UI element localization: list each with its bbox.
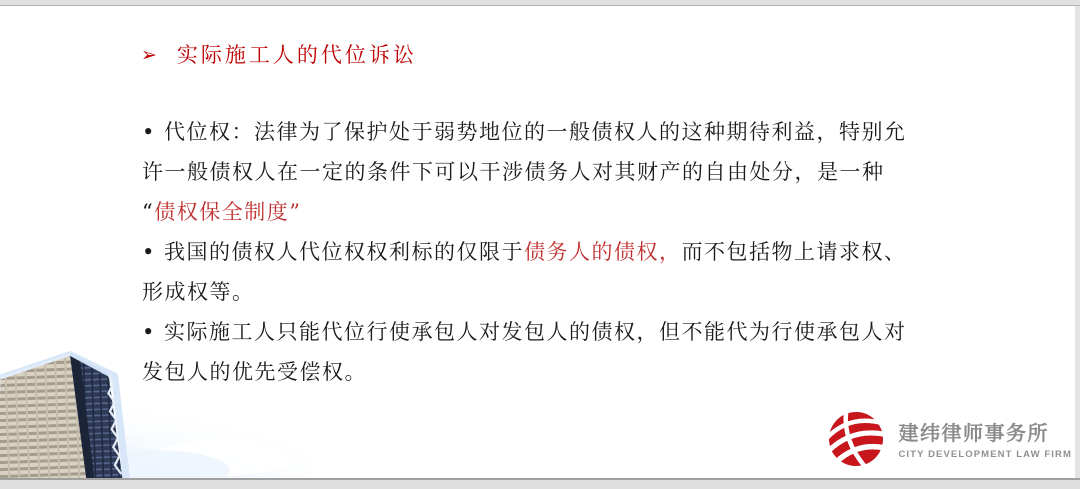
body-text [142,112,962,392]
firm-logo [824,407,1072,473]
body-line: • 代位权：法律为了保护处于弱势地位的一般债权人的这种期待利益，特别允 [142,120,907,144]
globe-ribbon-icon [824,407,888,473]
body-line: • 实际施工人只能代位行使承包人对发包人的债权，但不能代为行使承包人对 [142,320,907,344]
body-line: 许一般债权人在一定的条件下可以干涉债务人对其财产的自由处分，是一种 [142,160,885,184]
arrow-bullet-icon: ➢ [141,44,157,66]
firm-logo-text [898,420,1072,460]
body-line: 形成权等。 [142,280,255,304]
firm-tagline: CITY DEVELOPMENT LAW FIRM [898,449,1072,460]
title-row [141,42,417,68]
firm-name: 建纬律师事务所 [898,421,1049,445]
bottom-chrome-strip [0,478,1080,489]
body-line: “债权保全制度” [142,200,302,224]
body-line: 发包人的优先受偿权。 [142,360,367,384]
body-line: • 我国的债权人代位权权利标的仅限于债务人的债权，而不包括物上请求权、 [142,240,907,264]
top-chrome-strip [0,0,1080,6]
page-title: 实际施工人的代位诉讼 [176,43,417,67]
right-chrome-strip [1075,0,1080,489]
